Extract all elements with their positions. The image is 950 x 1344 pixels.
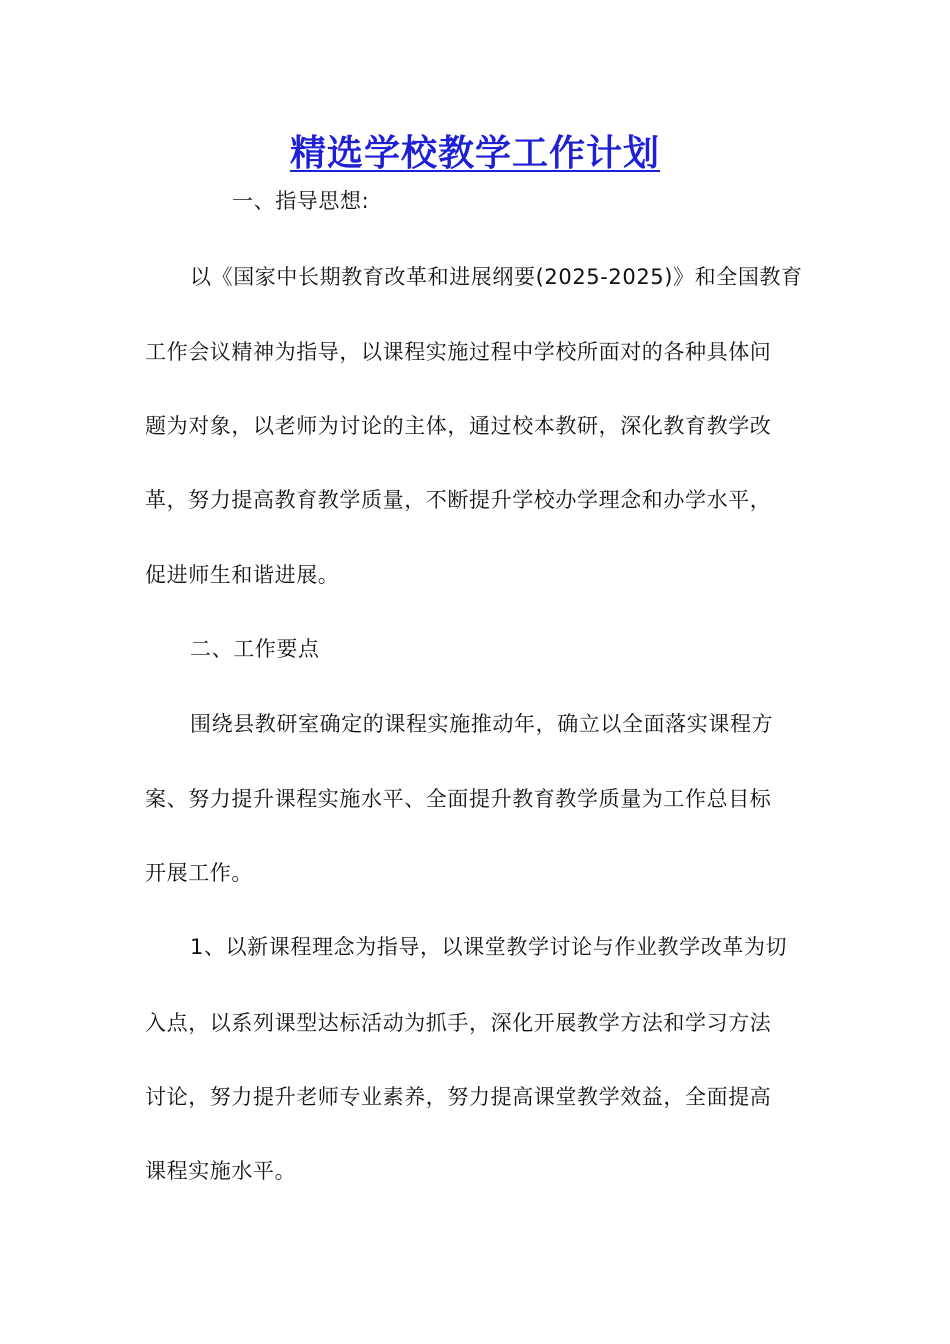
paragraph-line: 以《国家中长期教育改革和进展纲要(2025-2025)》和全国教育 [190, 265, 803, 289]
paragraph-line: 革，努力提高教育教学质量，不断提升学校办学理念和办学水平， [145, 488, 772, 512]
section-heading-guiding-ideology: 一、指导思想: [232, 189, 370, 213]
paragraph-line: 课程实施水平。 [145, 1159, 297, 1183]
paragraph-line: 促进师生和谐进展。 [145, 563, 340, 587]
document-title: 精选学校教学工作计划 [289, 133, 660, 174]
paragraph-line: 入点，以系列课型达标活动为抓手，深化开展教学方法和学习方法 [145, 1011, 772, 1035]
paragraph-line: 开展工作。 [145, 861, 253, 885]
paragraph-line: 工作会议精神为指导，以课程实施过程中学校所面对的各种具体问 [145, 340, 772, 364]
paragraph-line: 案、努力提升课程实施水平、全面提升教育教学质量为工作总目标 [145, 787, 772, 811]
paragraph-line: 1、以新课程理念为指导，以课堂教学讨论与作业教学改革为切 [190, 935, 788, 959]
section-heading-work-points: 二、工作要点 [190, 637, 320, 661]
paragraph-line: 讨论，努力提升老师专业素养，努力提高课堂教学效益，全面提高 [145, 1085, 772, 1109]
paragraph-line: 题为对象，以老师为讨论的主体，通过校本教研，深化教育教学改 [145, 414, 772, 438]
paragraph-line: 围绕县教研室确定的课程实施推动年，确立以全面落实课程方 [190, 712, 774, 736]
